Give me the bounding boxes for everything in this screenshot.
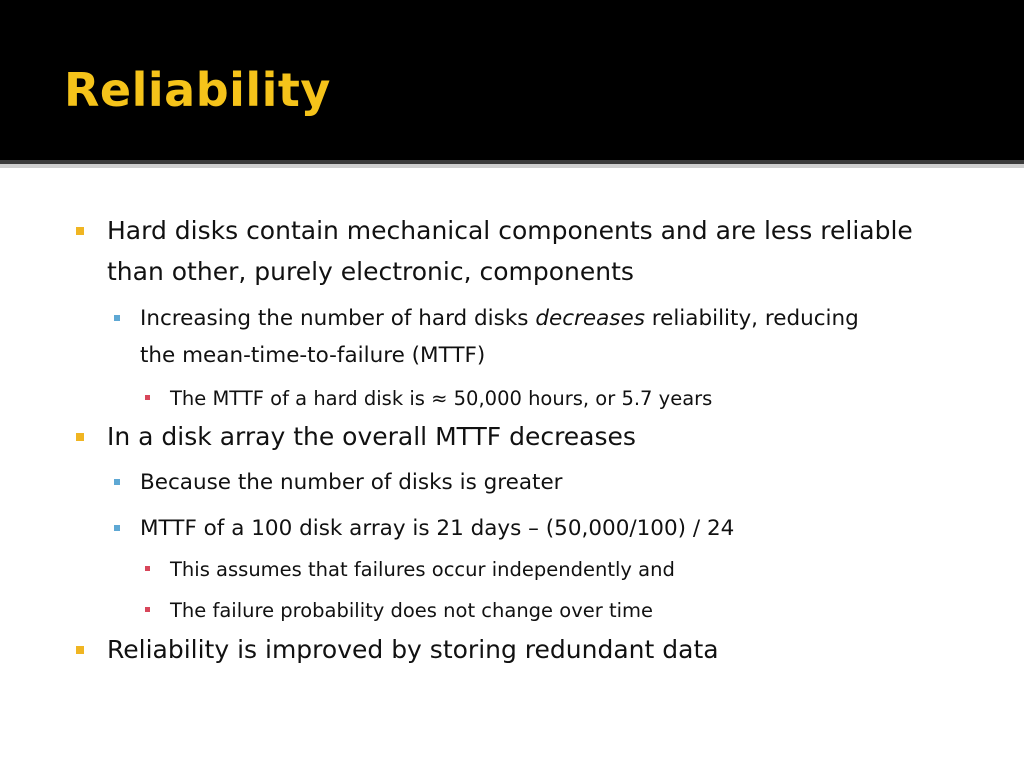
- bullet-item: [107, 629, 927, 670]
- square-bullet-icon: [114, 479, 120, 485]
- sub-sub-bullet-text: The MTTF of a hard disk is ≈ 50,000 hours, or 5.7 years: [170, 387, 713, 410]
- square-bullet-icon: [145, 395, 150, 400]
- sub-bullet-text-start: Increasing the number of hard disks: [140, 306, 536, 331]
- square-bullet-icon: [114, 525, 120, 531]
- sub-bullet-text: MTTF of a 100 disk array is 21 days – (50,000/100) / 24: [140, 516, 735, 541]
- sub-sub-bullet-item: [170, 383, 930, 415]
- square-bullet-icon: [145, 607, 150, 612]
- square-bullet-icon: [76, 227, 84, 235]
- bullet-item: [107, 210, 927, 292]
- sub-bullet-item: [140, 510, 900, 547]
- slide-title: Reliability: [64, 63, 331, 117]
- sub-bullet-text-end: reliability, reducing the mean-time-to-failure (MTTF): [140, 306, 859, 368]
- sub-bullet-text: Because the number of disks is greater: [140, 470, 563, 495]
- square-bullet-icon: [76, 433, 84, 441]
- square-bullet-icon: [145, 566, 150, 571]
- square-bullet-icon: [114, 315, 120, 321]
- sub-sub-bullet-text: This assumes that failures occur independently and: [170, 558, 675, 581]
- sub-bullet-item: [140, 300, 900, 374]
- emphasis-text: decreases: [535, 306, 645, 331]
- bullet-text: In a disk array the overall MTTF decreases: [107, 422, 636, 451]
- sub-sub-bullet-item: [170, 554, 930, 586]
- sub-bullet-text: [140, 300, 900, 374]
- square-bullet-icon: [76, 646, 84, 654]
- sub-sub-bullet-item: [170, 595, 930, 627]
- sub-bullet-item: [140, 464, 900, 501]
- bullet-item: [107, 416, 927, 457]
- bullet-text: Reliability is improved by storing redundant data: [107, 635, 719, 664]
- sub-sub-bullet-text: The failure probability does not change over time: [170, 599, 653, 622]
- bullet-text: Hard disks contain mechanical components and are less reliable than other, purely electronic, components: [107, 216, 913, 286]
